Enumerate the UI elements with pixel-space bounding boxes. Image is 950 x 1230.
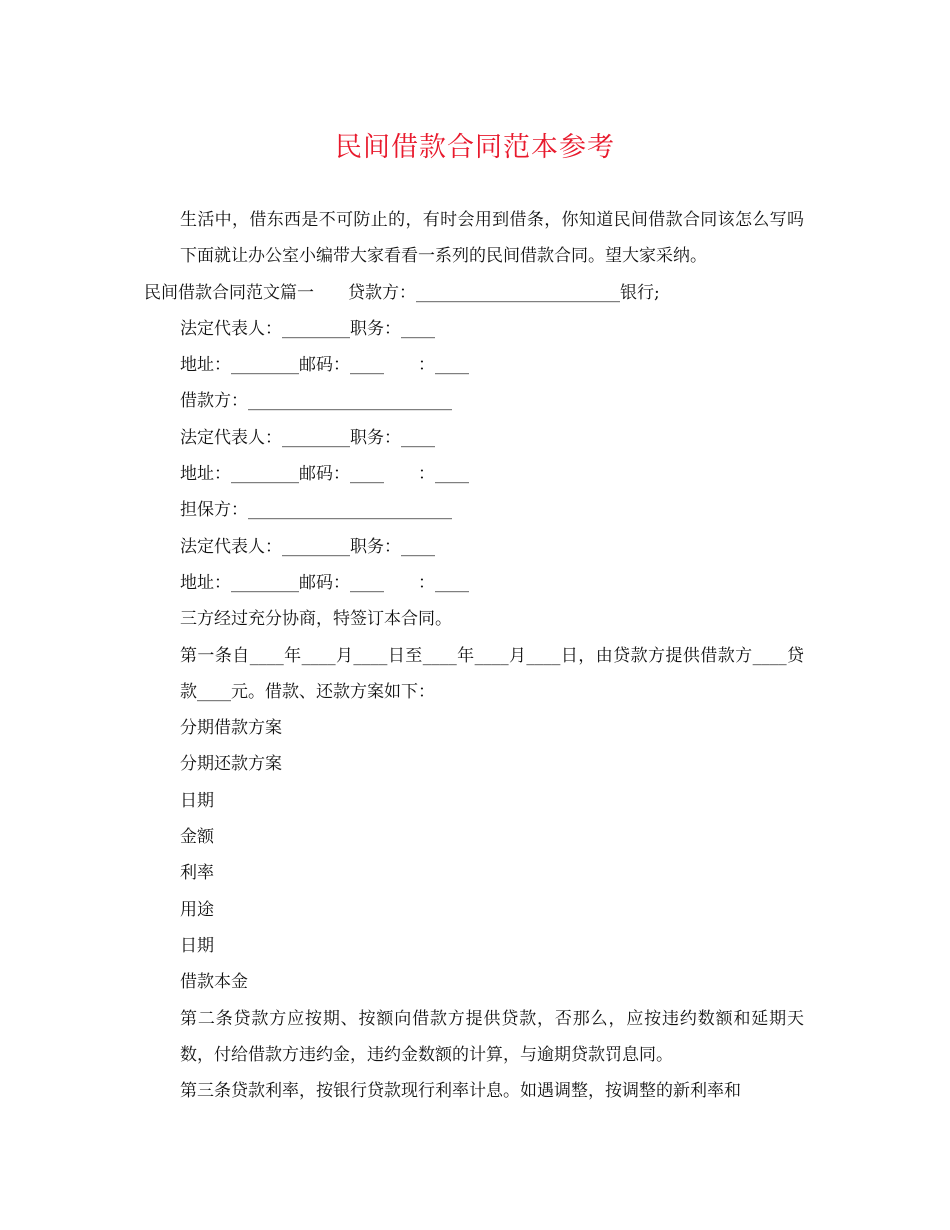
plan-item: 日期: [180, 790, 214, 811]
guarantor-representative-line: 法定代表人：________职务：____: [180, 536, 435, 557]
article-3-paragraph: 第三条贷款利率，按银行贷款现行利率计息。如遇调整，按调整的新利率和: [180, 1081, 741, 1102]
borrower-line: 借款方：________________________: [180, 391, 452, 412]
guarantor-address-line: 地址：________邮码：____ ：____: [180, 572, 469, 593]
article-2-paragraph: 第二条贷款方应按期、按额向借款方提供贷款，否那么，应按违约数额和延期天数，付给借款方违约金，违约金数额的计算，与逾期贷款罚息同。: [180, 1008, 804, 1065]
borrower-representative-line: 法定代表人：________职务：____: [180, 427, 435, 448]
agreement-statement: 三方经过充分协商，特签订本合同。: [180, 609, 452, 630]
contract-heading-lender-line: 民间借款合同范文篇一 贷款方：________________________银行;: [144, 282, 660, 303]
guarantor-line: 担保方：________________________: [180, 500, 452, 521]
article-1-paragraph: 第一条自____年____月____日至____年____月____日，由贷款方提供借款方____贷款____元。借款、还款方案如下：: [180, 645, 804, 702]
intro-paragraph: 生活中，借东西是不可防止的，有时会用到借条，你知道民间借款合同该怎么写吗下面就让办公室小编带大家看看一系列的民间借款合同。望大家采纳。: [180, 210, 804, 267]
plan-item: 金额: [180, 827, 214, 848]
plan-item: 分期借款方案: [180, 718, 282, 739]
plan-item: 日期: [180, 935, 214, 956]
document-title: 民间借款合同范本参考: [335, 132, 615, 163]
lender-representative-line: 法定代表人：________职务：____: [180, 318, 435, 339]
document-body: [144, 202, 804, 1109]
plan-item: 借款本金: [180, 972, 248, 993]
lender-address-line: 地址：________邮码：____ ：____: [180, 355, 469, 376]
plan-item: 利率: [180, 863, 214, 884]
plan-item: 分期还款方案: [180, 754, 282, 775]
borrower-address-line: 地址：________邮码：____ ：____: [180, 464, 469, 485]
plan-item: 用途: [180, 899, 214, 920]
